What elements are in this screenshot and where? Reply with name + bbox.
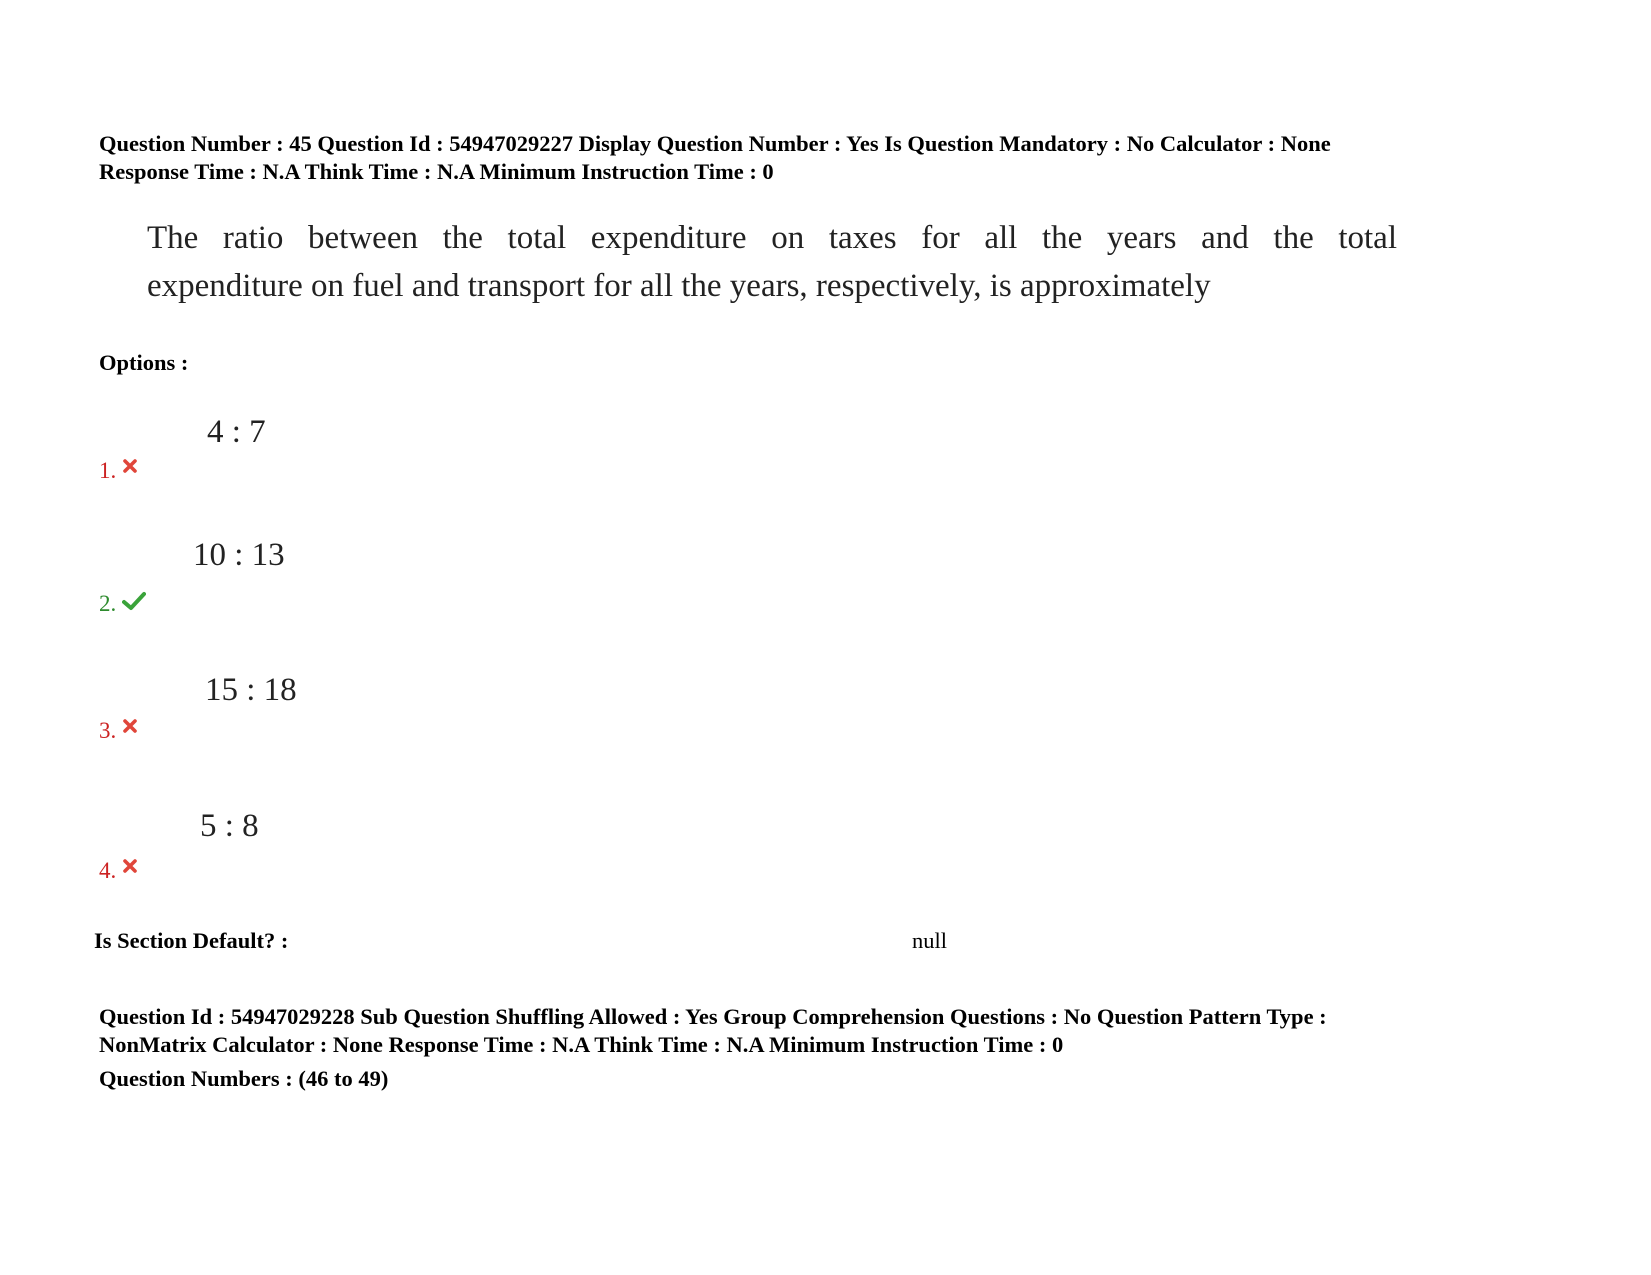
option-1-value: 4 : 7 — [207, 414, 266, 450]
cross-icon — [122, 858, 138, 874]
option-4-number: 4. — [99, 858, 117, 883]
question-45-meta-line-2: Response Time : N.A Think Time : N.A Minimum Instruction Time : 0 — [99, 159, 774, 184]
question-numbers: Question Numbers : (46 to 49) — [99, 1066, 389, 1091]
option-2-value: 10 : 13 — [193, 537, 285, 573]
option-4-marker — [99, 858, 138, 884]
question-group-meta-line-2: NonMatrix Calculator : None Response Time : N.A Think Time : N.A Minimum Instruction Time : 0 — [99, 1032, 1064, 1057]
question-group-metadata — [99, 1003, 1327, 1059]
question-text-line-1: The ratio between the total expenditure on taxes for all the years and the total — [147, 220, 1397, 256]
cross-icon — [122, 458, 138, 474]
question-45-text — [147, 214, 1397, 310]
section-default-value: null — [912, 928, 948, 953]
options-label: Options : — [99, 350, 189, 375]
question-group-meta-line-1: Question Id : 54947029228 Sub Question Shuffling Allowed : Yes Group Comprehension Questions : No Question Pattern Type : — [99, 1004, 1327, 1029]
question-45-metadata — [99, 130, 1331, 186]
option-3-value: 15 : 18 — [205, 672, 297, 708]
question-45-meta-line-1: Question Number : 45 Question Id : 54947029227 Display Question Number : Yes Is Question Mandatory : No Calculator : None — [99, 131, 1331, 156]
option-2-marker — [99, 591, 146, 617]
check-icon — [122, 591, 146, 611]
option-1-marker — [99, 458, 138, 484]
question-text-line-2: expenditure on fuel and transport for all the years, respectively, is approximately — [147, 268, 1211, 304]
option-3-number: 3. — [99, 718, 117, 743]
option-2-number: 2. — [99, 591, 117, 616]
option-1-number: 1. — [99, 458, 117, 483]
option-3-marker — [99, 718, 138, 744]
cross-icon — [122, 718, 138, 734]
option-4-value: 5 : 8 — [200, 808, 259, 844]
section-default-label: Is Section Default? : — [94, 928, 289, 953]
